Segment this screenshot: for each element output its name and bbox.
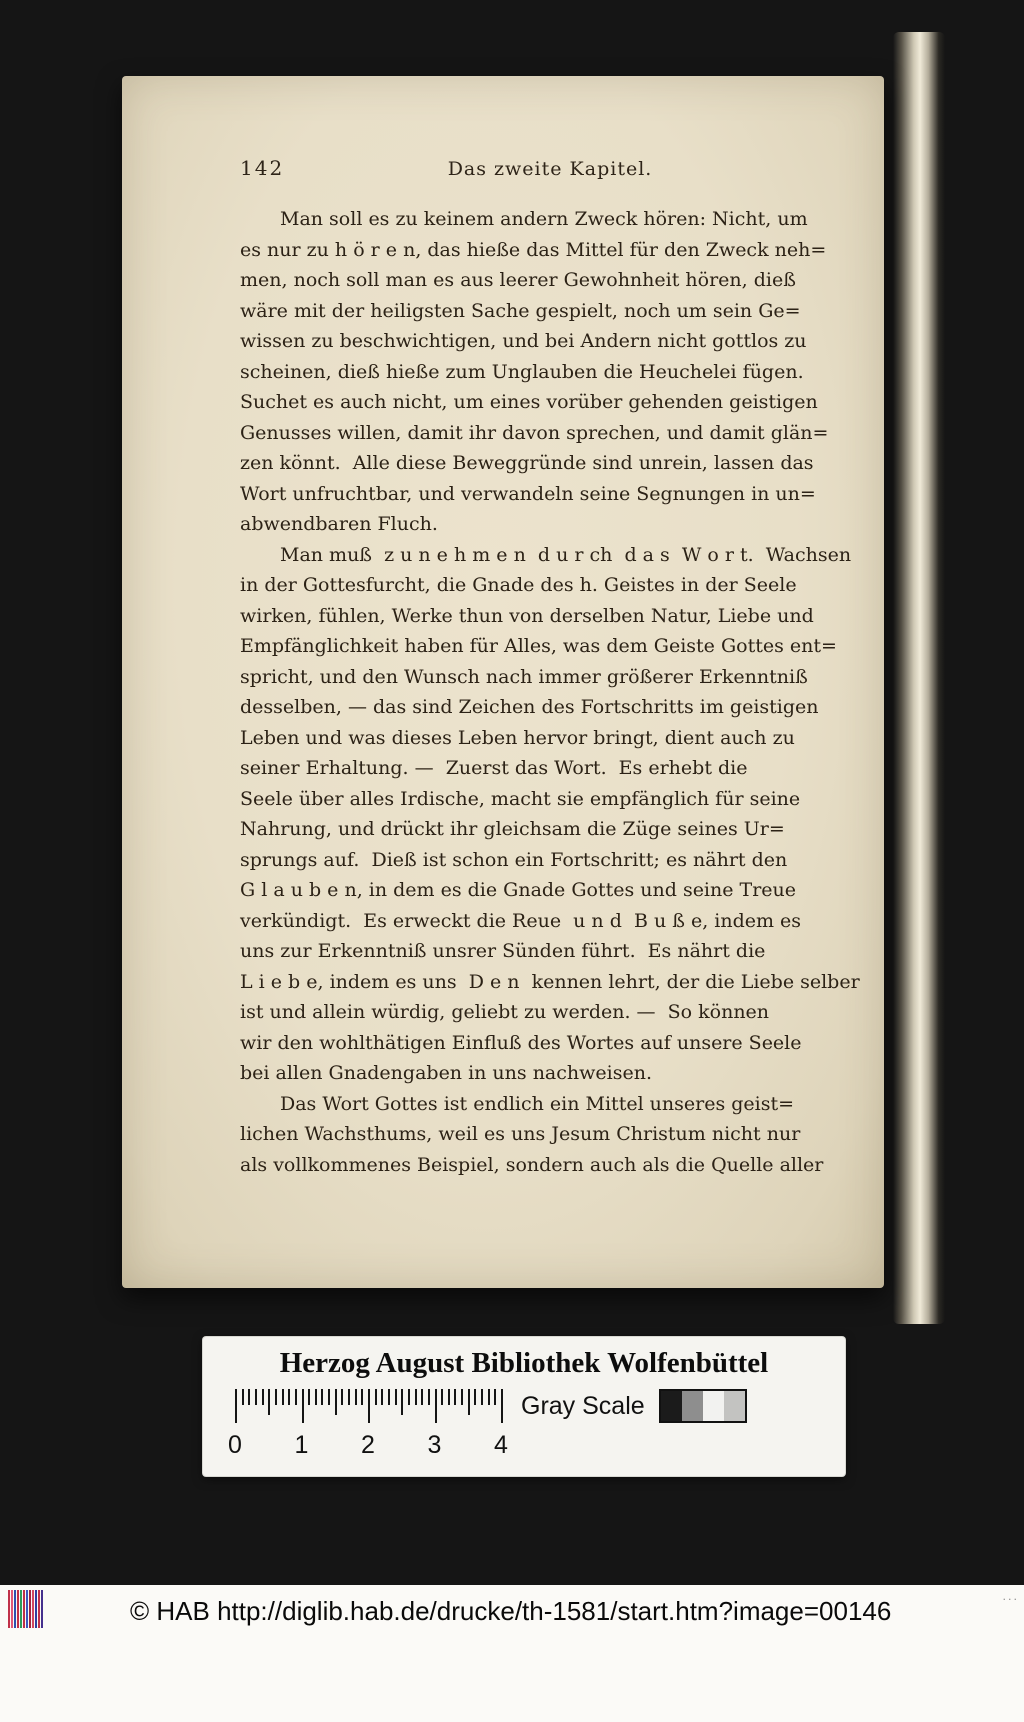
ruler-tick bbox=[415, 1389, 417, 1405]
text-line: Suchet es auch nicht, um eines vorüber gehenden geistigen bbox=[240, 391, 818, 413]
ruler-tick bbox=[242, 1389, 244, 1405]
ruler-tick bbox=[375, 1389, 377, 1405]
text-line: wirken, fühlen, Werke thun von derselben Natur, Liebe und bbox=[240, 604, 814, 627]
ruler-tick bbox=[355, 1389, 357, 1405]
library-name: Herzog August Bibliothek Wolfenbüttel bbox=[279, 1347, 769, 1379]
grayscale-label: Gray Scale bbox=[521, 1391, 645, 1420]
grayscale-patches bbox=[659, 1389, 747, 1423]
ruler-tick bbox=[448, 1389, 450, 1405]
ruler-tick bbox=[361, 1389, 363, 1405]
grayscale-patch bbox=[724, 1391, 745, 1421]
color-barcode-icon bbox=[8, 1590, 43, 1628]
grayscale-patch bbox=[703, 1391, 724, 1421]
text-line: G l a u b e n, in dem es die Gnade Gottes und seine Treue bbox=[240, 879, 797, 901]
ruler-ticks bbox=[235, 1389, 503, 1425]
text-line: verkündigt. Es erweckt die Reue u n d B u ß e, indem es bbox=[240, 909, 802, 932]
text-line: wissen zu beschwichtigen, und bei Andern nicht gottlos zu bbox=[240, 330, 807, 352]
ruler-tick bbox=[262, 1389, 264, 1405]
text-line: Empfänglichkeit haben für Alles, was dem Geiste Gottes ent= bbox=[240, 635, 837, 657]
ruler-tick bbox=[428, 1389, 430, 1405]
text-line: uns zur Erkenntniß unsrer Sünden führt. Es nährt die bbox=[240, 940, 766, 962]
ruler-tick bbox=[268, 1389, 270, 1415]
page-header-row bbox=[240, 156, 860, 182]
ruler-tick bbox=[302, 1389, 304, 1423]
body-text bbox=[240, 204, 864, 1180]
text-line: zen könnt. Alle diese Beweggründe sind unrein, lassen das bbox=[240, 452, 814, 474]
text-line: seiner Erhaltung. — Zuerst das Wort. Es erhebt die bbox=[240, 757, 748, 779]
text-line: L i e b e, indem es uns D e n kennen lehrt, der die Liebe selber bbox=[240, 970, 860, 993]
barcode-stripe bbox=[29, 1590, 31, 1628]
ruler-tick bbox=[381, 1389, 383, 1405]
barcode-stripe bbox=[26, 1590, 28, 1628]
text-line: bei allen Gnadengaben in uns nachweisen. bbox=[240, 1062, 652, 1084]
text-line: men, noch soll man es aus leerer Gewohnheit hören, dieß bbox=[240, 269, 796, 291]
text-line: als vollkommenes Beispiel, sondern auch als die Quelle aller bbox=[240, 1153, 824, 1176]
text-line: abwendbaren Fluch. bbox=[240, 513, 438, 535]
text-line: scheinen, dieß hieße zum Unglauben die Heuchelei fügen. bbox=[240, 360, 804, 383]
barcode-stripe bbox=[35, 1590, 37, 1628]
barcode-stripe bbox=[32, 1590, 34, 1628]
ruler-tick bbox=[248, 1389, 250, 1405]
ruler-tick bbox=[275, 1389, 277, 1405]
ruler-tick bbox=[288, 1389, 290, 1405]
barcode-stripe bbox=[8, 1590, 10, 1628]
text-line: Man muß z u n e h m e n d u r ch d a s W o r t. Wachsen bbox=[280, 543, 852, 566]
barcode-stripe bbox=[20, 1590, 22, 1628]
ruler-tick bbox=[282, 1389, 284, 1405]
page-number: 142 bbox=[240, 156, 285, 180]
text-line: Leben und was dieses Leben hervor bringt, dient auch zu bbox=[240, 726, 795, 749]
ruler-tick bbox=[421, 1389, 423, 1405]
ruler-tick bbox=[468, 1389, 470, 1415]
ruler-tick bbox=[481, 1389, 483, 1405]
ruler-tick bbox=[328, 1389, 330, 1405]
ruler-tick bbox=[348, 1389, 350, 1405]
ruler-tick bbox=[408, 1389, 410, 1405]
ruler-number: 1 bbox=[294, 1431, 309, 1459]
barcode-stripe bbox=[17, 1590, 19, 1628]
ruler-tick bbox=[388, 1389, 390, 1405]
text-line: desselben, — das sind Zeichen des Fortschritts im geistigen bbox=[240, 696, 819, 718]
ruler-number: 4 bbox=[494, 1431, 508, 1459]
ruler-tick bbox=[368, 1389, 370, 1423]
book-page bbox=[122, 76, 884, 1288]
ruler-tick bbox=[321, 1389, 323, 1405]
barcode-stripe bbox=[23, 1590, 25, 1628]
text-line: in der Gottesfurcht, die Gnade des h. Geistes in der Seele bbox=[240, 574, 797, 596]
ruler-tick bbox=[308, 1389, 310, 1405]
ruler-tick bbox=[315, 1389, 317, 1405]
ruler-tick bbox=[395, 1389, 397, 1405]
ruler-tick bbox=[454, 1389, 456, 1405]
copyright-url: © HAB http://diglib.hab.de/drucke/th-1581/start.htm?image=00146 bbox=[130, 1596, 892, 1626]
grayscale-patch bbox=[661, 1391, 682, 1421]
text-line: Das Wort Gottes ist endlich ein Mittel unseres geist= bbox=[280, 1092, 795, 1115]
ruler-tick bbox=[461, 1389, 463, 1405]
barcode-stripe bbox=[41, 1590, 43, 1628]
text-line: es nur zu h ö r e n, das hieße das Mittel für den Zweck neh= bbox=[240, 238, 827, 261]
grayscale-block bbox=[521, 1389, 747, 1423]
text-line: lichen Wachsthums, weil es uns Jesum Christum nicht nur bbox=[240, 1123, 801, 1145]
text-line: wir den wohlthätigen Einfluß des Wortes auf unsere Seele bbox=[240, 1031, 802, 1054]
text-line: Wort unfruchtbar, und verwandeln seine Segnungen in un= bbox=[240, 482, 816, 505]
text-line: spricht, und den Wunsch nach immer größerer Erkenntniß bbox=[240, 665, 808, 688]
grayscale-patch bbox=[682, 1391, 703, 1421]
ruler-numbers bbox=[228, 1431, 508, 1461]
corner-mark: ··· bbox=[1002, 1593, 1019, 1606]
ruler-number: 0 bbox=[228, 1431, 242, 1459]
footer-bar bbox=[0, 1585, 1024, 1722]
text-line: wäre mit der heiligsten Sache gespielt, noch um sein Ge= bbox=[240, 299, 801, 322]
book-fore-edge bbox=[893, 32, 945, 1324]
ruler-tick bbox=[295, 1389, 297, 1405]
ruler-tick bbox=[501, 1389, 503, 1423]
barcode-stripe bbox=[11, 1590, 13, 1628]
ruler-number: 3 bbox=[427, 1431, 442, 1459]
text-line: Nahrung, und drückt ihr gleichsam die Züge seines Ur= bbox=[240, 818, 785, 840]
ruler bbox=[228, 1389, 515, 1465]
chapter-header: Das zweite Kapitel. bbox=[447, 158, 653, 180]
barcode-stripe bbox=[38, 1590, 40, 1628]
ruler-number: 2 bbox=[361, 1431, 375, 1459]
ruler-tick bbox=[441, 1389, 443, 1405]
ruler-tick bbox=[488, 1389, 490, 1405]
ruler-tick bbox=[474, 1389, 476, 1405]
ruler-tick bbox=[255, 1389, 257, 1405]
ruler-tick bbox=[235, 1389, 237, 1423]
barcode-stripe bbox=[14, 1590, 16, 1628]
library-label bbox=[203, 1337, 845, 1476]
ruler-tick bbox=[335, 1389, 337, 1415]
text-line: Seele über alles Irdische, macht sie empfänglich für seine bbox=[240, 787, 801, 810]
text-line: ist und allein würdig, geliebt zu werden. — So können bbox=[240, 1001, 770, 1023]
ruler-tick bbox=[435, 1389, 437, 1423]
ruler-tick bbox=[494, 1389, 496, 1405]
ruler-tick bbox=[341, 1389, 343, 1405]
text-line: Genusses willen, damit ihr davon sprechen, und damit glän= bbox=[240, 421, 829, 444]
text-line: Man soll es zu keinem andern Zweck hören: Nicht, um bbox=[280, 208, 808, 230]
ruler-tick bbox=[401, 1389, 403, 1415]
text-line: sprungs auf. Dieß ist schon ein Fortschritt; es nährt den bbox=[240, 848, 788, 871]
